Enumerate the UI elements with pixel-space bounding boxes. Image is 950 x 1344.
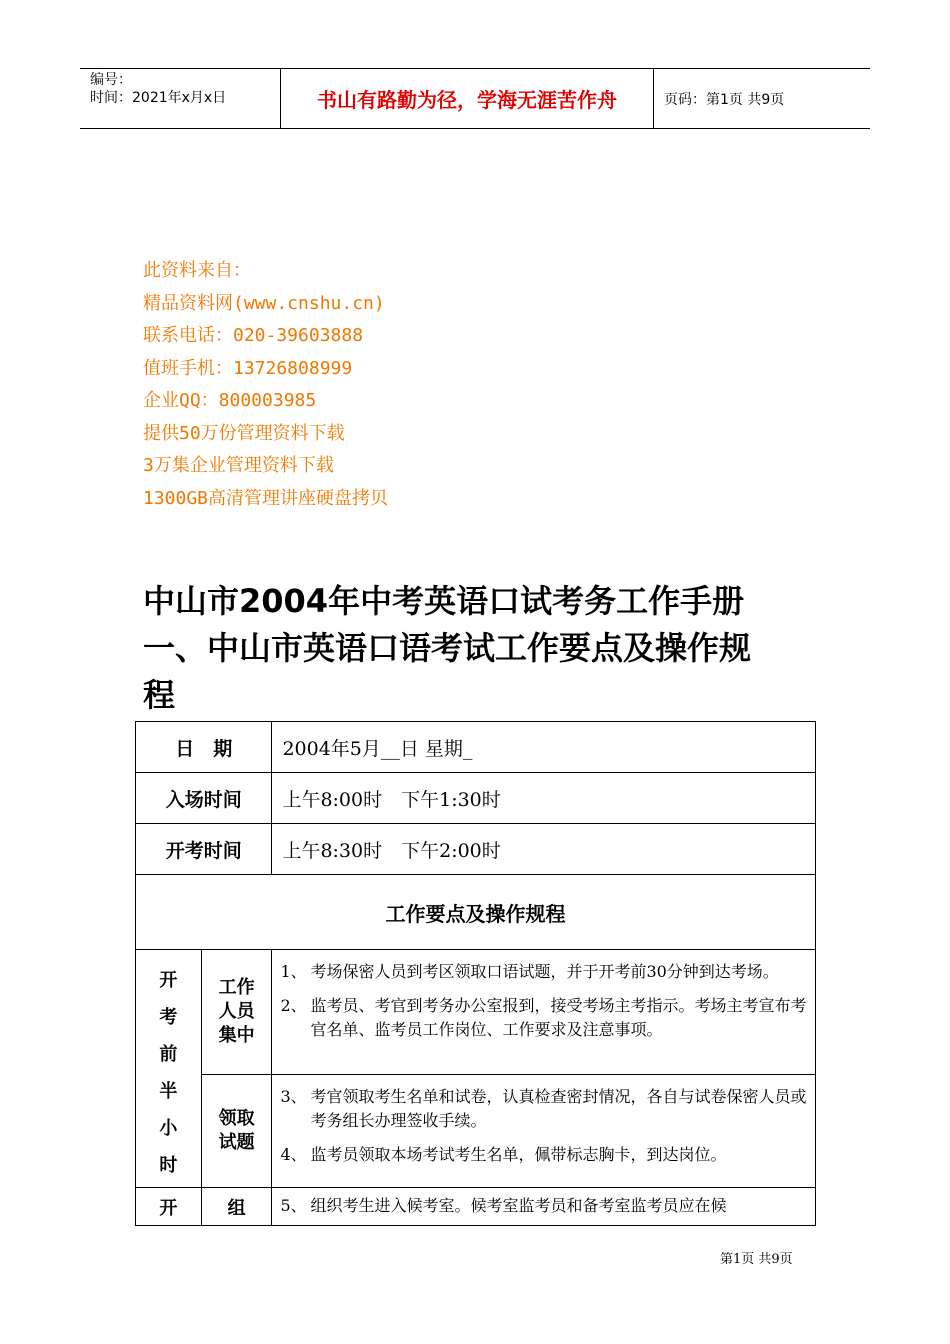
entry-time-label: 入场时间 [136, 773, 272, 824]
list-item: 1、 考场保密人员到考区领取口语试题，并于开考前30分钟到达考场。 [280, 962, 779, 981]
document-title [143, 578, 823, 719]
title-line: 一、中山市英语口语考试工作要点及操作规 [143, 629, 752, 667]
title-line: 中山市2004年中考英语口试考务工作手册 [143, 582, 745, 620]
table-row [136, 875, 816, 950]
header-page-info: 页码：第1页 共9页 [664, 91, 785, 108]
steps-collect-papers [272, 1075, 816, 1188]
table-row [136, 950, 816, 1075]
phase-exam-start: 开 [136, 1188, 202, 1226]
number-label: 编号： [90, 72, 132, 88]
group-collect-papers: 领取 试题 [201, 1075, 272, 1188]
steps-staff-gather [272, 950, 816, 1075]
list-item: 3、 考官领取考生名单和试卷，认真检查密封情况，各自与试卷保密人员或考务组长办理签收手续。 [280, 1087, 807, 1130]
table-row [136, 1188, 816, 1226]
start-time-label: 开考时间 [136, 824, 272, 875]
table-row [136, 773, 816, 824]
source-line: 3万集企业管理资料下载 [143, 455, 334, 476]
schedule-table [135, 721, 816, 1226]
source-info [143, 255, 388, 515]
steps-organize [272, 1188, 816, 1226]
header-meta [80, 69, 281, 128]
source-line: 企业QQ：800003985 [143, 390, 317, 411]
section-title: 工作要点及操作规程 [136, 875, 816, 950]
time-label: 时间：2021年x月x日 [90, 90, 227, 106]
date-value: 2004年5月__日 星期_ [272, 722, 816, 773]
source-line: 1300GB高清管理讲座硬盘拷贝 [143, 487, 389, 509]
title-line: 程 [143, 676, 176, 714]
page-footer: 第1页 共9页 [720, 1252, 793, 1267]
source-line: 提供50万份管理资料下载 [143, 422, 345, 444]
phase-before-exam: 开 考 前 半 小 时 [136, 950, 202, 1188]
source-line: 联系电话：020-39603888 [143, 325, 364, 346]
group-staff-gather: 工作 人员 集中 [201, 950, 272, 1075]
list-item: 2、 监考员、考官到考务办公室报到，接受考场主考指示。考场主考宣布考官名单、监考员工作岗位、工作要求及注意事项。 [280, 996, 807, 1039]
table-row [136, 1075, 816, 1188]
date-label: 日 期 [136, 722, 272, 773]
table-row [136, 722, 816, 773]
source-line: 此资料来自： [143, 260, 251, 281]
list-item: 5、 组织考生进入候考室。候考室监考员和备考室监考员应在候 [280, 1196, 727, 1215]
entry-time-value: 上午8:00时 下午1:30时 [272, 773, 816, 824]
list-item: 4、 监考员领取本场考试考生名单，佩带标志胸卡，到达岗位。 [280, 1145, 727, 1164]
source-line: 精品资料网(www.cnshu.cn) [143, 292, 385, 314]
group-organize: 组 [201, 1188, 272, 1226]
header-motto: 书山有路勤为径，学海无涯苦作舟 [281, 69, 654, 128]
page-header [80, 68, 870, 129]
source-line: 值班手机：13726808999 [143, 357, 353, 379]
start-time-value: 上午8:30时 下午2:00时 [272, 824, 816, 875]
table-row [136, 824, 816, 875]
